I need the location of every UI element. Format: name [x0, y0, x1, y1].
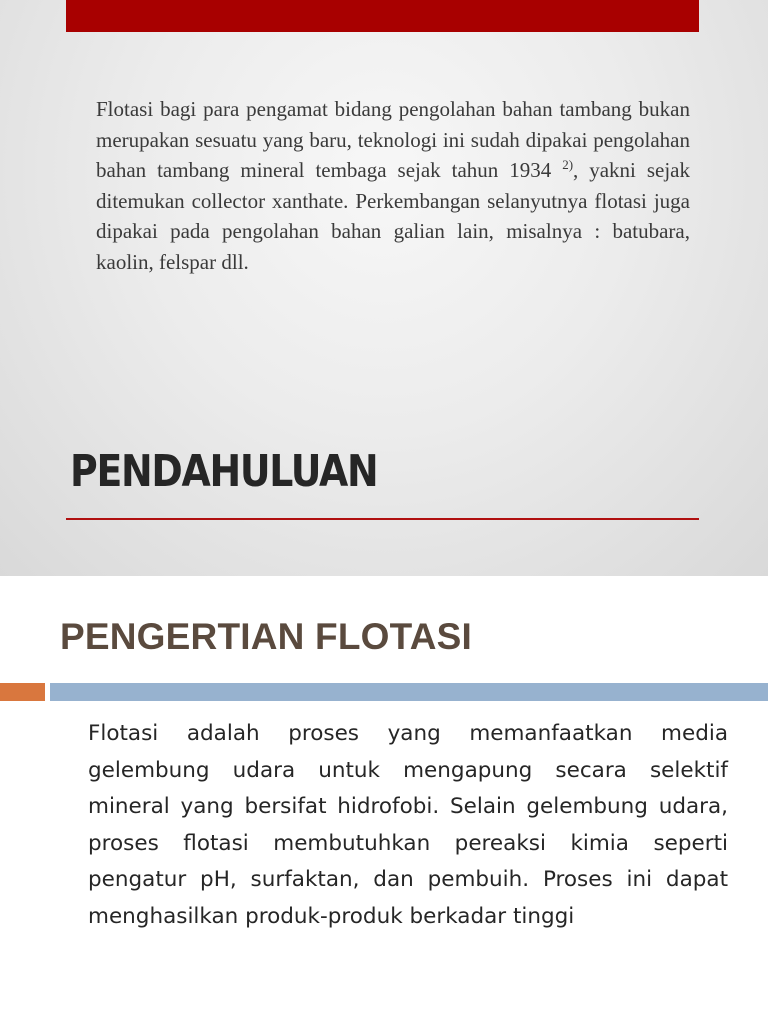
footnote-reference: 2)	[562, 157, 574, 172]
intro-text-part-2: , yakni sejak ditemukan collector xanthate. Perkembangan selanyutnya flotasi juga dipakai pada pengolahan bahan galian lain, misalnya : batubara, kaolin, felspar dll.	[96, 158, 690, 274]
accent-bar-blue	[50, 683, 768, 701]
definition-paragraph: Flotasi adalah proses yang memanfaatkan media gelembung udara untuk mengapung secara selektif mineral yang bersifat hidrofobi. Selain gelembung udara, proses flotasi membutuhkan pereaksi kimia seperti pengatur pH, surfaktan, dan pembuih. Proses ini dapat menghasilkan produk-produk berkadar tinggi	[88, 721, 728, 929]
top-accent-bar	[66, 0, 699, 32]
slide-title-pengertian: PENGERTIAN FLOTASI	[60, 616, 472, 657]
intro-text-part-1: Flotasi bagi para pengamat bidang pengolahan bahan tambang bukan merupakan sesuatu yang baru, teknologi ini sudah dipakai pengolahan bahan tambang mineral tembaga sejak tahun 1934	[96, 97, 690, 182]
accent-bar-orange	[0, 683, 45, 701]
title-underline	[66, 518, 699, 520]
slide-title-pendahuluan: PENDAHULUAN	[70, 446, 378, 497]
intro-paragraph	[96, 94, 690, 277]
slide-pengertian-flotasi	[0, 576, 768, 1024]
